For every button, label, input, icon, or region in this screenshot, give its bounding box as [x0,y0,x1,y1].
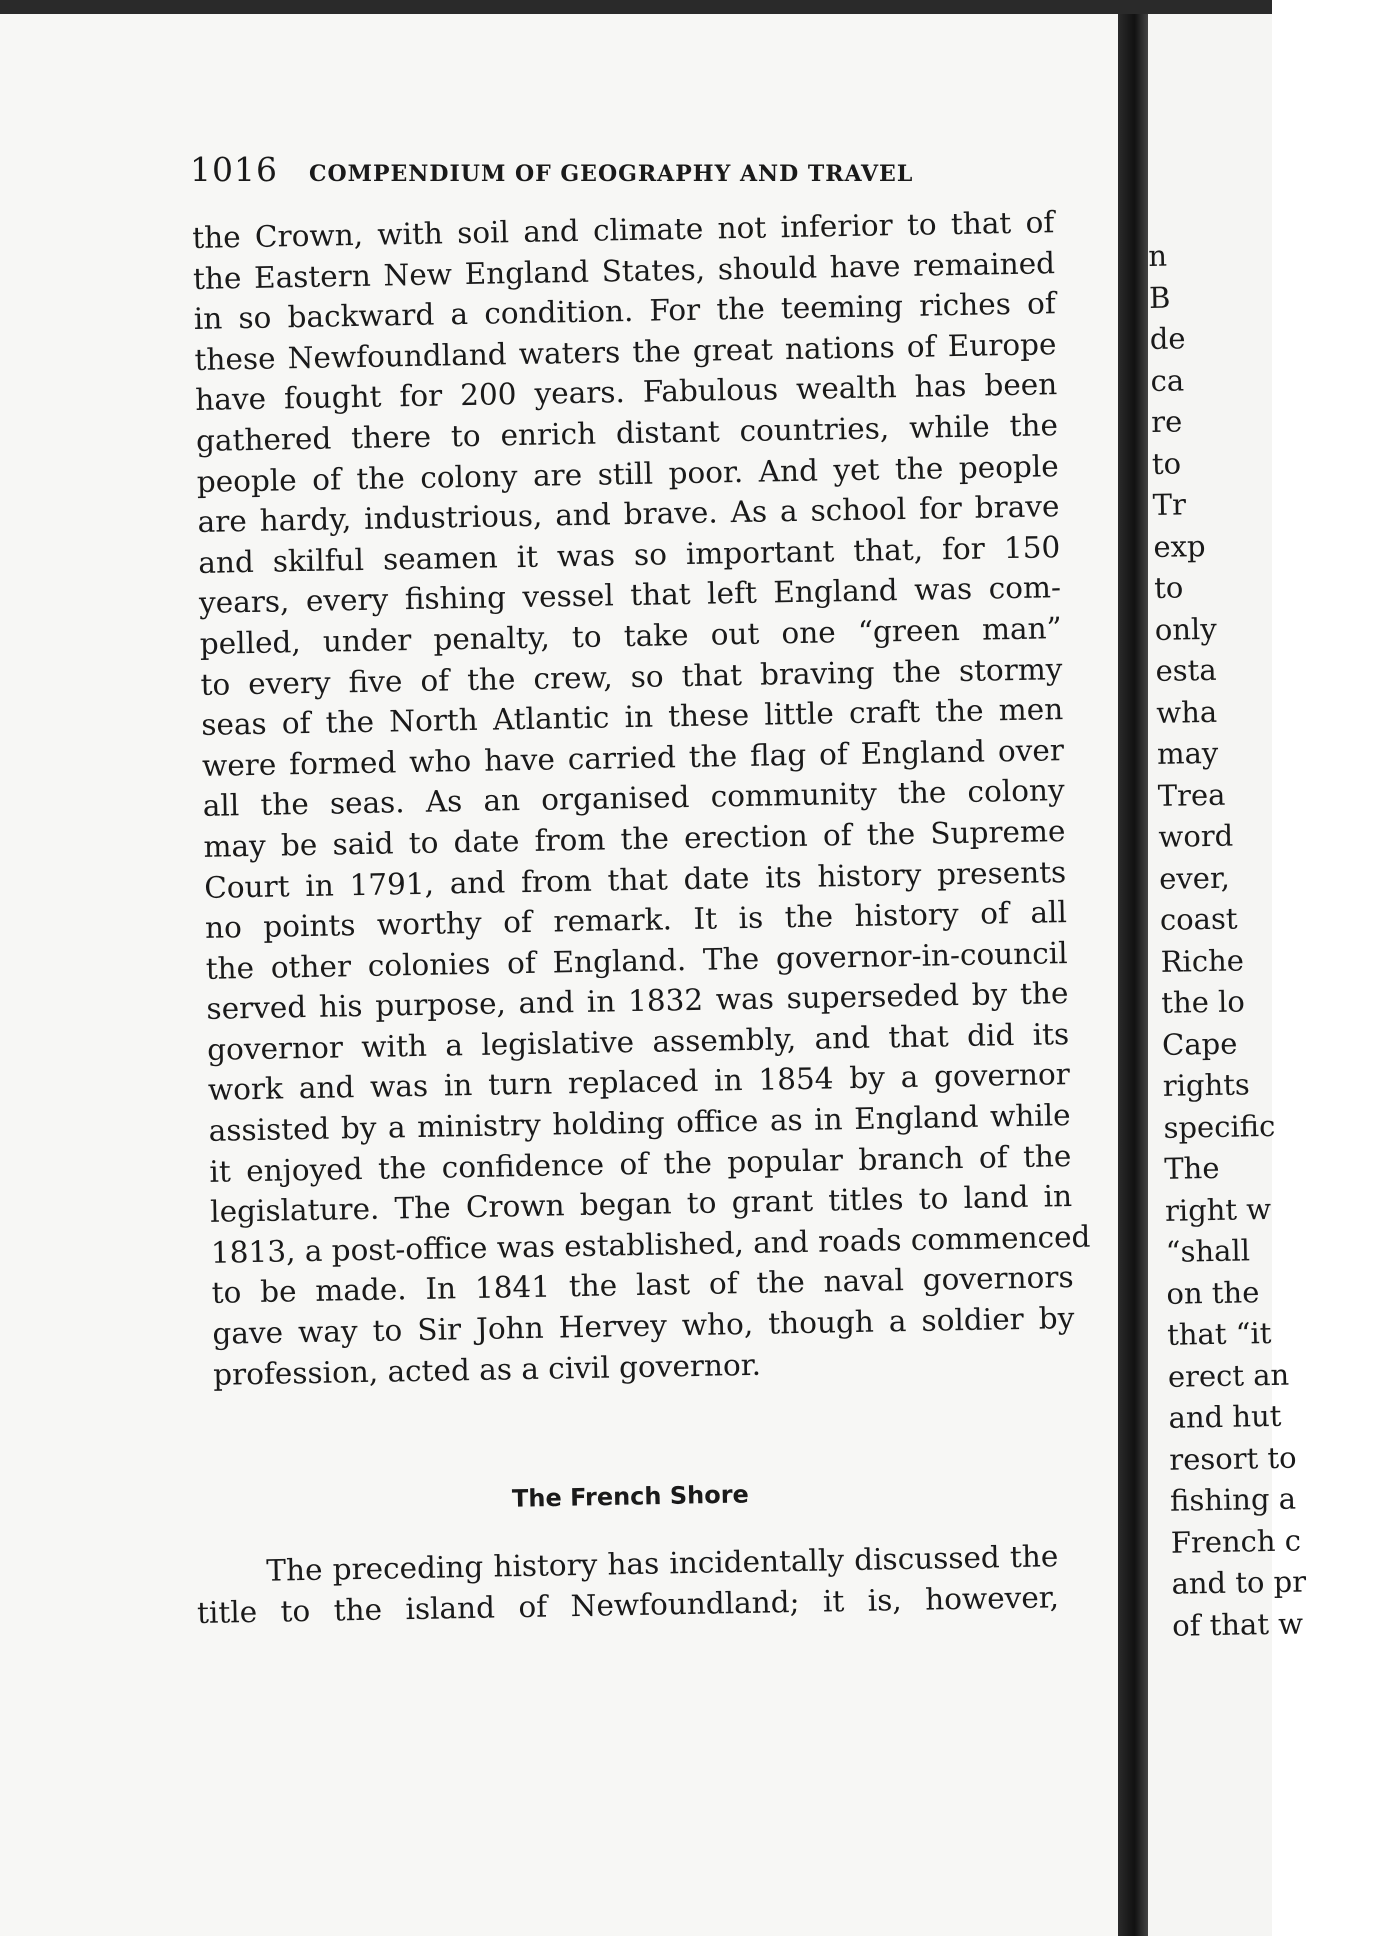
text-line: re [1150,404,1183,439]
text-line: resort to [1169,1440,1297,1477]
text-line: n [1148,238,1168,273]
text-line: all the seas. As an organised community the colony [202,773,1065,824]
text-line: esta [1155,652,1217,688]
text-line: Trea [1157,777,1226,813]
right-page-text [1148,233,1373,1647]
text-line: specific [1163,1108,1276,1145]
text-line: Court in 1791, and from that date its history presents [203,854,1067,905]
text-line: pelled, under penalty, to take out one “green man” [199,611,1062,661]
page-number: 1016 [190,150,278,189]
text-line: people of the colony are still poor. And yet the people [196,448,1059,499]
text-line: to [1151,445,1182,481]
text-line: ca [1150,362,1185,398]
scan-top-edge [0,0,1272,14]
text-line: in so backward a condition. For the teeming riches of [193,286,1057,337]
main-paragraph [192,202,1091,1395]
right-page-fragment [1148,14,1307,1936]
text-line: governor with a legislative assembly, and that did its [206,1016,1070,1067]
text-line: these Newfoundland waters the great nations of Europe [194,326,1057,377]
text-line: the other colonies of England. The governor-in-council [205,935,1068,986]
text-line: right w [1164,1191,1272,1228]
text-line: gathered there to enrich distant countries, while the [195,408,1059,458]
running-head: COMPENDIUM OF GEOGRAPHY AND TRAVEL [308,161,914,187]
text-line: the Eastern New England States, should have remained [192,245,1056,296]
text-line: to [1153,570,1184,605]
text-line: French c [1170,1523,1302,1560]
text-line: years, every fishing vessel that left England was com- [198,570,1062,621]
text-line: and hut [1168,1398,1282,1435]
text-line: “shall [1165,1233,1251,1269]
page-header [190,150,1050,194]
text-line: of that w [1171,1606,1304,1643]
text-line: it enjoyed the confidence of the popular branch of the [209,1138,1072,1189]
text-line: title to the island of Newfoundland; it is, however, [196,1579,1060,1630]
text-line: were formed who have carried the flag of England over [201,732,1065,783]
text-line: to every five of the crew, so that braving the stormy [200,651,1063,702]
text-line: B [1148,280,1171,315]
text-line: Cape [1161,1026,1238,1062]
text-line: served his purpose, and in 1832 was superseded by the [206,976,1069,1027]
text-line: exp [1153,528,1206,564]
text-line: the Crown, with soil and climate not inferior to that of [192,205,1055,255]
text-line: Riche [1160,942,1245,979]
text-line: de [1149,321,1186,356]
section-paragraph [196,1536,1059,1633]
text-line: and to pr [1171,1564,1307,1601]
text-line: assisted by a ministry holding office as in England while [208,1098,1071,1148]
text-line: ever, [1158,860,1231,896]
text-line: The preceding history has incidentally discussed the [266,1539,1059,1588]
text-line: 1813, a post-office was established, and roads commenced [210,1219,1091,1270]
text-line: to be made. In 1841 the last of the naval governors [211,1260,1074,1311]
text-line: erect an [1167,1357,1290,1394]
text-line: have fought for 200 years. Fabulous wealth has been [195,367,1058,418]
text-line: may be said to date from the erection of the Supreme [203,814,1066,864]
text-line: the lo [1161,984,1246,1020]
text-line: Tr [1152,487,1187,522]
text-line: wha [1156,694,1218,730]
text-line: fishing a [1169,1481,1297,1518]
text-line: are hardy, industrious, and brave. As a school for brave [197,489,1060,540]
text-line: rights [1162,1067,1251,1103]
text-line: profession, acted as a civil governor. [212,1347,762,1392]
text-line: only [1154,611,1217,647]
text-line: legislature. The Crown began to grant titles to land in [209,1179,1073,1230]
text-line: seas of the North Atlantic in these little craft the men [200,692,1064,743]
text-line: word [1158,818,1234,854]
text-line: that “it [1166,1316,1272,1352]
text-line: on the [1166,1274,1260,1311]
text-line: gave way to Sir John Hervey who, though a soldier by [212,1301,1075,1351]
text-line: The [1163,1150,1220,1186]
text-line: may [1156,735,1219,771]
text-line: work and was in turn replaced in 1854 by a governor [207,1057,1071,1108]
book-spine [1118,14,1148,1936]
text-line: no points worthy of remark. It is the history of all [204,895,1068,945]
text-line: coast [1159,901,1238,937]
text-line: and skilful seamen it was so important that, for 150 [198,529,1061,580]
section-heading: The French Shore [511,1480,750,1513]
